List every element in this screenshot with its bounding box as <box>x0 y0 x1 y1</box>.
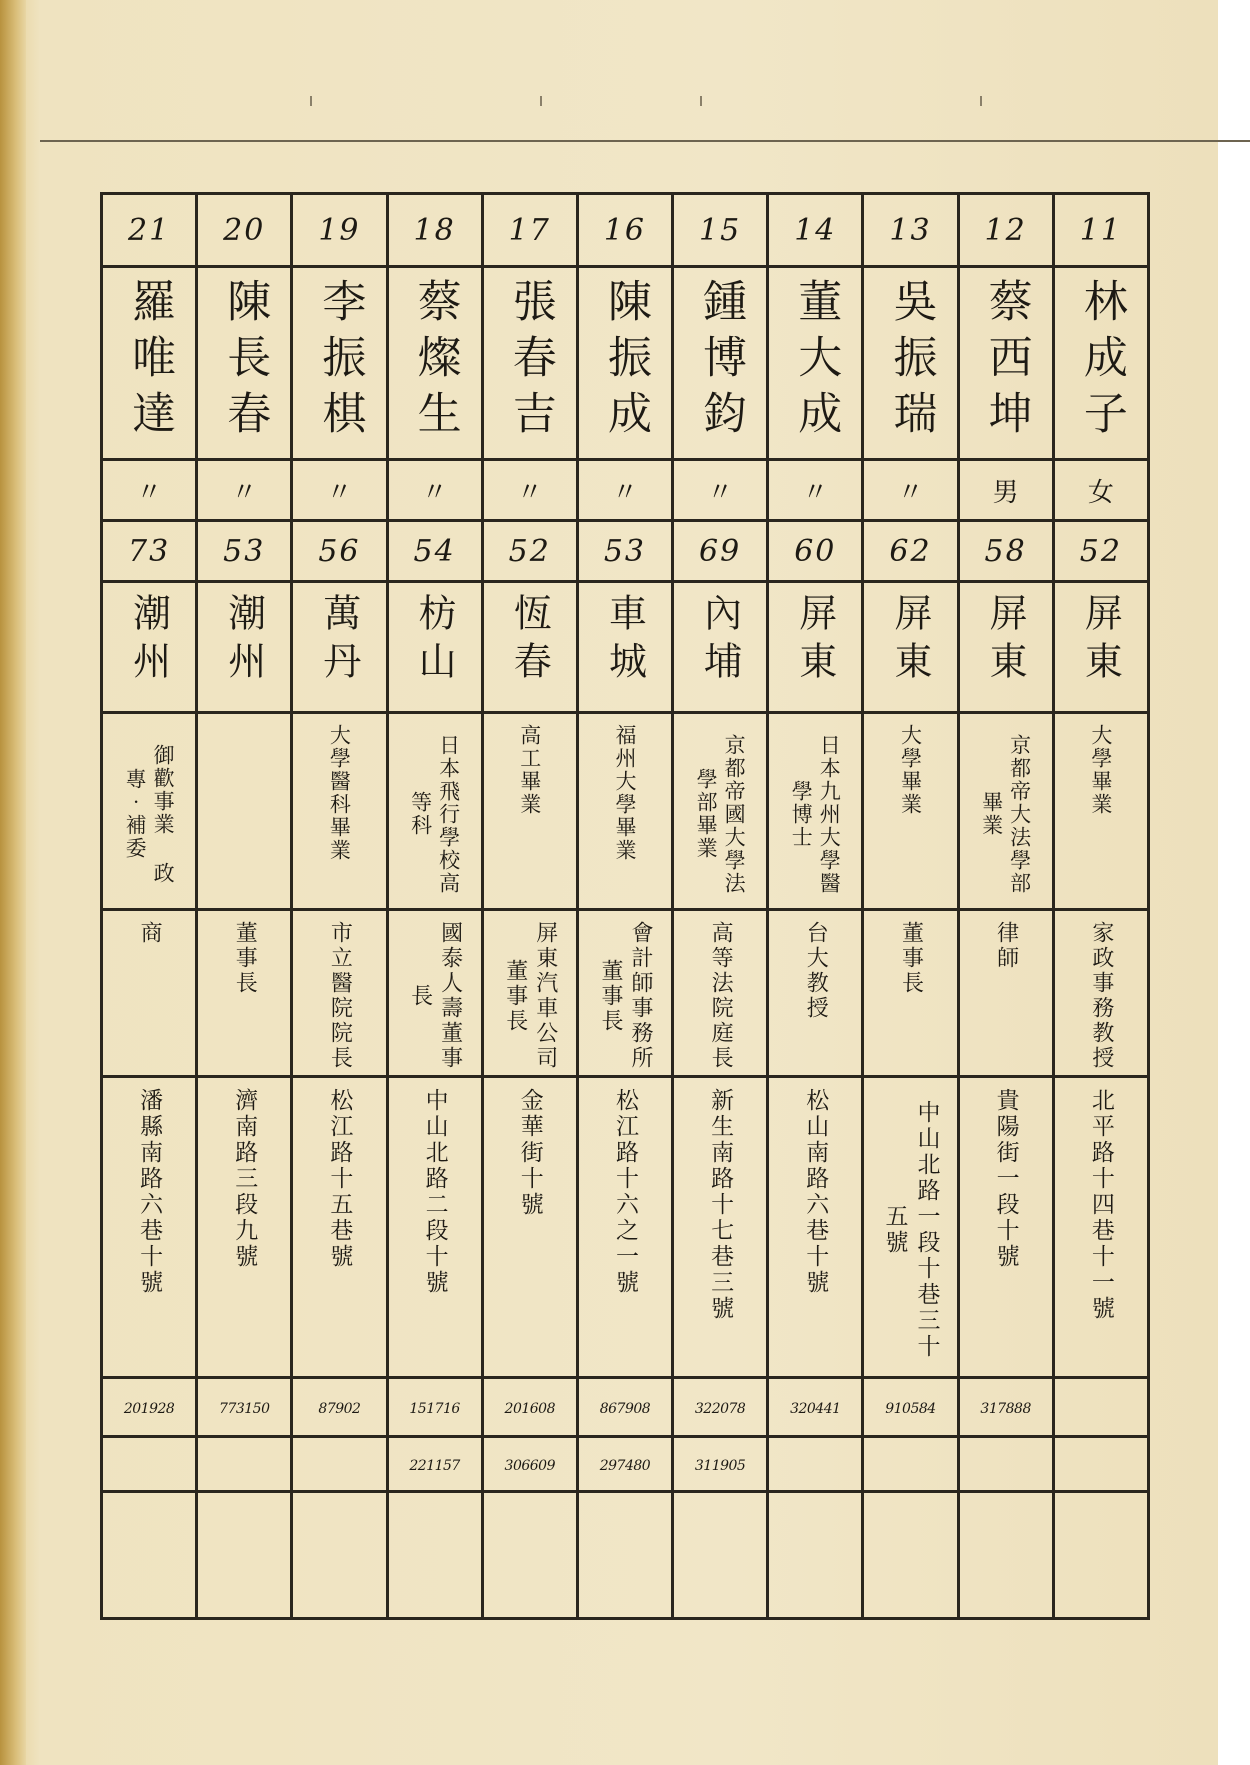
sex-text: 〃 <box>136 477 163 508</box>
code-cell <box>197 1378 292 1437</box>
name-cell <box>863 267 958 460</box>
address-text: 松江路十六之一號 <box>611 1088 638 1296</box>
education-cell <box>768 713 863 910</box>
age-text: 69 <box>699 533 742 569</box>
number-text: 17 <box>508 212 551 248</box>
address-cell <box>387 1077 482 1378</box>
age-cell <box>102 521 197 582</box>
code-cell <box>577 1437 672 1492</box>
code-cell <box>768 1378 863 1437</box>
code-cell <box>1053 1437 1148 1492</box>
sex-cell <box>292 460 387 521</box>
age-text: 53 <box>603 533 647 569</box>
code-cell <box>673 1378 768 1437</box>
address-text: 潘縣南路六巷十號 <box>136 1088 163 1296</box>
birthplace-cell <box>673 582 768 713</box>
row-name <box>102 267 1149 460</box>
code-cell <box>387 1378 482 1437</box>
address-cell <box>768 1077 863 1378</box>
blank-cell <box>768 1492 863 1619</box>
number-text: 14 <box>794 212 837 248</box>
address-text: 濟南路三段九號 <box>231 1088 258 1270</box>
code-cell <box>863 1378 958 1437</box>
blank-cell <box>863 1492 958 1619</box>
education-text: 大學畢業 <box>898 724 923 816</box>
age-cell <box>673 521 768 582</box>
age-text: 54 <box>413 533 456 569</box>
birthplace-text: 屏東 <box>983 593 1028 689</box>
code-text: 773150 <box>219 1400 270 1417</box>
occupation-text: 台大教授 <box>803 921 829 1021</box>
address-cell <box>292 1077 387 1378</box>
code-cell <box>387 1437 482 1492</box>
birthplace-text: 恆春 <box>507 593 552 689</box>
occupation-cell <box>387 910 482 1077</box>
header-tick <box>980 96 982 106</box>
blank-cell <box>958 1492 1053 1619</box>
number-text: 21 <box>127 212 171 248</box>
number-text: 13 <box>889 212 932 248</box>
number-cell <box>387 194 482 267</box>
occupation-cell <box>863 910 958 1077</box>
sex-cell <box>673 460 768 521</box>
education-text: 日本九州大學醫學博士 <box>789 733 842 895</box>
header-tick <box>700 96 702 106</box>
birthplace-cell <box>197 582 292 713</box>
code-cell <box>292 1378 387 1437</box>
row-occupation <box>102 910 1149 1077</box>
education-cell <box>577 713 672 910</box>
name-text: 張春吉 <box>504 278 556 446</box>
name-text: 羅唯達 <box>124 278 176 446</box>
member-register-table <box>100 192 1150 1620</box>
occupation-text: 市立醫院院長 <box>327 921 353 1071</box>
row-number <box>102 194 1149 267</box>
address-cell <box>102 1077 197 1378</box>
birthplace-text: 萬丹 <box>316 593 361 689</box>
address-text: 中山北路一段十巷三十五號 <box>881 1100 940 1360</box>
sex-cell <box>197 460 292 521</box>
occupation-cell <box>482 910 577 1077</box>
occupation-cell <box>1053 910 1148 1077</box>
occupation-text: 律師 <box>993 921 1019 971</box>
code-text: 306609 <box>504 1457 555 1474</box>
code-cell <box>197 1437 292 1492</box>
sex-cell <box>863 460 958 521</box>
age-text: 52 <box>1079 533 1122 569</box>
row-address <box>102 1077 1149 1378</box>
binding-edge <box>0 0 26 1765</box>
blank-cell <box>673 1492 768 1619</box>
education-cell <box>102 713 197 910</box>
education-text: 福州大學畢業 <box>612 724 637 862</box>
address-cell <box>958 1077 1053 1378</box>
number-cell <box>958 194 1053 267</box>
occupation-text: 國泰人壽董事長 <box>407 921 463 1071</box>
code-cell <box>482 1378 577 1437</box>
name-cell <box>577 267 672 460</box>
age-text: 53 <box>223 533 266 569</box>
name-cell <box>292 267 387 460</box>
name-text: 林成子 <box>1075 278 1127 446</box>
header-tick <box>540 96 542 106</box>
code-cell <box>768 1437 863 1492</box>
row-sex <box>102 460 1149 521</box>
code-text: 910584 <box>885 1400 936 1417</box>
age-text: 52 <box>508 533 551 569</box>
occupation-cell <box>197 910 292 1077</box>
education-cell <box>1053 713 1148 910</box>
row-blank <box>102 1492 1149 1619</box>
code-cell <box>673 1437 768 1492</box>
birthplace-text: 潮州 <box>221 593 266 689</box>
birthplace-cell <box>577 582 672 713</box>
blank-cell <box>482 1492 577 1619</box>
age-text: 58 <box>984 533 1027 569</box>
age-cell <box>197 521 292 582</box>
occupation-text: 董事長 <box>232 921 258 996</box>
address-cell <box>863 1077 958 1378</box>
occupation-cell <box>102 910 197 1077</box>
address-text: 中山北路二段十號 <box>421 1088 448 1296</box>
number-cell <box>577 194 672 267</box>
name-text: 李振棋 <box>314 278 366 446</box>
blank-cell <box>387 1492 482 1619</box>
name-text: 蔡西坤 <box>980 278 1032 446</box>
code-cell <box>102 1378 197 1437</box>
birthplace-cell <box>482 582 577 713</box>
number-text: 15 <box>699 212 742 248</box>
code-text: 320441 <box>790 1400 841 1417</box>
number-cell <box>197 194 292 267</box>
birthplace-text: 枋山 <box>412 593 457 689</box>
age-text: 56 <box>318 533 361 569</box>
number-cell <box>673 194 768 267</box>
name-cell <box>1053 267 1148 460</box>
name-text: 蔡燦生 <box>409 278 461 446</box>
age-cell <box>768 521 863 582</box>
birthplace-cell <box>387 582 482 713</box>
blank-cell <box>197 1492 292 1619</box>
birthplace-text: 車城 <box>602 593 647 689</box>
education-cell <box>673 713 768 910</box>
age-cell <box>482 521 577 582</box>
occupation-text: 屏東汽車公司董事長 <box>502 921 558 1071</box>
age-cell <box>577 521 672 582</box>
name-text: 董大成 <box>790 278 842 446</box>
name-text: 鍾博鈞 <box>695 278 747 446</box>
code-cell <box>958 1378 1053 1437</box>
code-cell <box>292 1437 387 1492</box>
education-cell <box>958 713 1053 910</box>
code-text: 297480 <box>599 1457 651 1474</box>
education-text: 御歡事業 政專‧補委 <box>123 743 176 885</box>
education-text: 京都帝國大學法學部畢業 <box>694 733 747 895</box>
birthplace-text: 屏東 <box>887 593 932 689</box>
sex-text: 〃 <box>707 477 734 508</box>
education-text: 日本飛行學校高等科 <box>408 733 461 895</box>
education-text: 大學醫科畢業 <box>327 724 352 862</box>
code-text: 867908 <box>599 1400 651 1417</box>
address-text: 貴陽街一段十號 <box>992 1088 1019 1270</box>
sex-cell <box>102 460 197 521</box>
sex-text: 〃 <box>802 477 829 508</box>
name-text: 吳振瑞 <box>885 278 937 446</box>
row-code-2 <box>102 1437 1149 1492</box>
sex-text: 〃 <box>231 477 258 508</box>
code-text: 317888 <box>980 1400 1031 1417</box>
code-cell <box>1053 1378 1148 1437</box>
age-text: 62 <box>889 533 932 569</box>
age-cell <box>292 521 387 582</box>
sex-cell <box>387 460 482 521</box>
sex-cell <box>1053 460 1148 521</box>
header-rule <box>40 140 1250 142</box>
number-text: 12 <box>984 212 1027 248</box>
birthplace-text: 屏東 <box>792 593 837 689</box>
address-cell <box>673 1077 768 1378</box>
occupation-cell <box>768 910 863 1077</box>
number-cell <box>482 194 577 267</box>
number-text: 18 <box>413 212 456 248</box>
address-text: 松江路十五巷號 <box>326 1088 353 1270</box>
age-cell <box>1053 521 1148 582</box>
education-text: 大學畢業 <box>1088 724 1113 816</box>
birthplace-cell <box>1053 582 1148 713</box>
occupation-cell <box>958 910 1053 1077</box>
sex-text: 女 <box>1087 477 1114 508</box>
blank-cell <box>1053 1492 1148 1619</box>
number-cell <box>1053 194 1148 267</box>
age-cell <box>387 521 482 582</box>
sex-cell <box>958 460 1053 521</box>
code-text: 322078 <box>694 1400 746 1417</box>
blank-cell <box>577 1492 672 1619</box>
address-cell <box>577 1077 672 1378</box>
age-text: 73 <box>127 533 171 569</box>
sex-text: 〃 <box>421 477 448 508</box>
sex-cell <box>482 460 577 521</box>
sex-cell <box>577 460 672 521</box>
education-cell <box>292 713 387 910</box>
address-text: 金華街十號 <box>516 1088 543 1218</box>
education-cell <box>482 713 577 910</box>
number-text: 20 <box>223 212 266 248</box>
sex-text: 男 <box>992 477 1019 508</box>
education-text: 京都帝大法學部畢業 <box>979 733 1032 895</box>
birthplace-text: 潮州 <box>126 593 171 689</box>
row-birthplace <box>102 582 1149 713</box>
code-text: 201608 <box>504 1400 555 1417</box>
address-cell <box>197 1077 292 1378</box>
occupation-cell <box>673 910 768 1077</box>
name-text: 陳振成 <box>599 278 651 446</box>
sex-text: 〃 <box>516 477 543 508</box>
birthplace-text: 內埔 <box>697 593 742 689</box>
sex-text: 〃 <box>326 477 353 508</box>
occupation-text: 高等法院庭長 <box>708 921 734 1071</box>
name-cell <box>102 267 197 460</box>
number-text: 19 <box>318 212 361 248</box>
name-cell <box>197 267 292 460</box>
birthplace-cell <box>102 582 197 713</box>
row-age <box>102 521 1149 582</box>
birthplace-text: 屏東 <box>1078 593 1123 689</box>
code-text: 311905 <box>694 1457 746 1474</box>
row-education <box>102 713 1149 910</box>
code-cell <box>958 1437 1053 1492</box>
name-cell <box>482 267 577 460</box>
address-cell <box>1053 1077 1148 1378</box>
number-cell <box>292 194 387 267</box>
row-code-1 <box>102 1378 1149 1437</box>
code-text: 87902 <box>318 1400 361 1417</box>
education-text: 高工畢業 <box>517 724 542 816</box>
age-text: 60 <box>794 533 837 569</box>
address-text: 松山南路六巷十號 <box>802 1088 829 1296</box>
education-cell <box>863 713 958 910</box>
education-cell <box>197 713 292 910</box>
age-cell <box>958 521 1053 582</box>
occupation-text: 董事長 <box>898 921 924 996</box>
address-text: 新生南路十七巷三號 <box>707 1088 734 1322</box>
age-cell <box>863 521 958 582</box>
code-cell <box>102 1437 197 1492</box>
number-text: 11 <box>1079 212 1122 248</box>
number-cell <box>102 194 197 267</box>
blank-cell <box>292 1492 387 1619</box>
occupation-cell <box>292 910 387 1077</box>
name-cell <box>673 267 768 460</box>
header-tick <box>310 96 312 106</box>
code-cell <box>577 1378 672 1437</box>
number-cell <box>768 194 863 267</box>
birthplace-cell <box>958 582 1053 713</box>
name-cell <box>768 267 863 460</box>
sex-text: 〃 <box>897 477 924 508</box>
birthplace-cell <box>292 582 387 713</box>
number-cell <box>863 194 958 267</box>
name-text: 陳長春 <box>219 278 271 446</box>
name-cell <box>387 267 482 460</box>
address-cell <box>482 1077 577 1378</box>
code-text: 201928 <box>123 1400 175 1417</box>
sex-cell <box>768 460 863 521</box>
occupation-text: 會計師事務所董事長 <box>597 921 653 1071</box>
occupation-cell <box>577 910 672 1077</box>
blank-cell <box>102 1492 197 1619</box>
occupation-text: 家政事務教授 <box>1088 921 1114 1071</box>
number-text: 16 <box>603 212 647 248</box>
address-text: 北平路十四巷十一號 <box>1087 1088 1114 1322</box>
code-text: 151716 <box>409 1400 460 1417</box>
birthplace-cell <box>768 582 863 713</box>
code-cell <box>482 1437 577 1492</box>
occupation-text: 商 <box>137 921 163 946</box>
education-cell <box>387 713 482 910</box>
code-cell <box>863 1437 958 1492</box>
sex-text: 〃 <box>611 477 638 508</box>
name-cell <box>958 267 1053 460</box>
birthplace-cell <box>863 582 958 713</box>
code-text: 221157 <box>409 1457 460 1474</box>
